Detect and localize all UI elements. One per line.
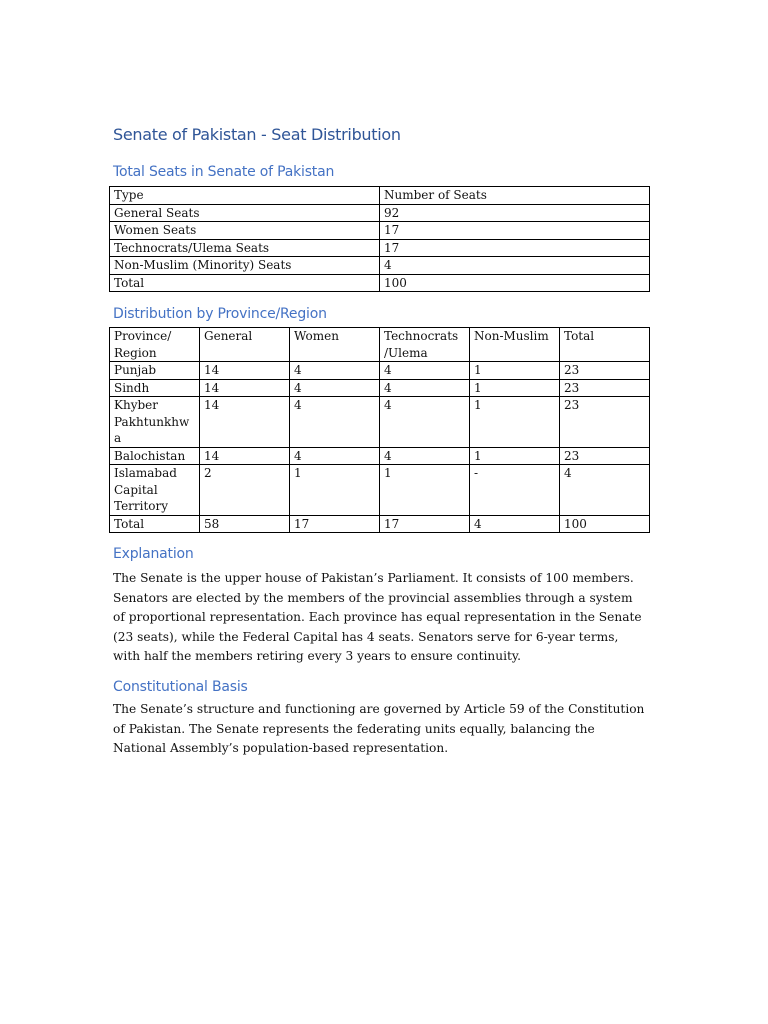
header-cell: Women xyxy=(290,328,380,362)
table-row xyxy=(110,222,650,240)
table-header-row xyxy=(110,187,650,205)
table-cell: General Seats xyxy=(110,204,380,222)
table-cell: 2 xyxy=(200,465,290,516)
header-cell: Number of Seats xyxy=(380,187,650,205)
constitutional-basis-paragraph: The Senate’s structure and functioning are governed by Article 59 of the Constitution of Pakistan. The Senate represents the federating units equally, balancing the National Assembly’s population-based representation. xyxy=(113,702,645,755)
table-cell: 23 xyxy=(560,379,650,397)
distribution-table xyxy=(109,327,650,533)
table-cell: 14 xyxy=(200,397,290,448)
table-cell: 1 xyxy=(470,447,560,465)
table-cell: 1 xyxy=(470,397,560,448)
table-row xyxy=(110,465,650,516)
explanation-heading: Explanation xyxy=(113,546,194,562)
table-row xyxy=(110,239,650,257)
table-cell: Khyber Pakhtunkhwa xyxy=(110,397,200,448)
table-cell: Balochistan xyxy=(110,447,200,465)
table-row xyxy=(110,515,650,533)
table-cell: 14 xyxy=(200,362,290,380)
table-row xyxy=(110,362,650,380)
table-cell: 23 xyxy=(560,447,650,465)
table-cell: 100 xyxy=(560,515,650,533)
table-cell: 100 xyxy=(380,274,650,292)
total-seats-heading: Total Seats in Senate of Pakistan xyxy=(113,164,335,180)
distribution-heading: Distribution by Province/Region xyxy=(113,306,327,322)
table-cell: 17 xyxy=(380,515,470,533)
table-cell: 23 xyxy=(560,362,650,380)
table-cell: 14 xyxy=(200,447,290,465)
table-cell: 14 xyxy=(200,379,290,397)
total-seats-table xyxy=(109,186,650,292)
table-cell: 4 xyxy=(290,447,380,465)
table-row xyxy=(110,257,650,275)
table-cell: 17 xyxy=(380,222,650,240)
table-cell: Technocrats/Ulema Seats xyxy=(110,239,380,257)
table-header-row xyxy=(110,328,650,362)
table-row xyxy=(110,397,650,448)
table-cell: Islamabad Capital Territory xyxy=(110,465,200,516)
table-cell: 17 xyxy=(380,239,650,257)
table-cell: 4 xyxy=(380,362,470,380)
header-cell: Non-Muslim xyxy=(470,328,560,362)
table-cell: 58 xyxy=(200,515,290,533)
table-cell: Total xyxy=(110,274,380,292)
table-cell: 4 xyxy=(380,447,470,465)
explanation-paragraph: The Senate is the upper house of Pakistan’s Parliament. It consists of 100 members. Senators are elected by the members of the provincial assemblies through a system of proportional representation. Each province has equal representation in the Senate (23 seats), while the Federal Capital has 4 seats. Senators serve for 6-year terms, with half the members retiring every 3 years to ensure continuity. xyxy=(113,571,642,663)
table-row xyxy=(110,379,650,397)
header-cell: Type xyxy=(110,187,380,205)
document-title: Senate of Pakistan - Seat Distribution xyxy=(113,125,401,144)
table-cell: 4 xyxy=(380,257,650,275)
table-cell: Total xyxy=(110,515,200,533)
table-cell: 92 xyxy=(380,204,650,222)
table-cell: 1 xyxy=(470,379,560,397)
table-cell: Non-Muslim (Minority) Seats xyxy=(110,257,380,275)
header-cell: General xyxy=(200,328,290,362)
table-cell: Punjab xyxy=(110,362,200,380)
table-cell: 4 xyxy=(290,397,380,448)
table-cell: 4 xyxy=(380,397,470,448)
constitutional-basis-heading: Constitutional Basis xyxy=(113,679,248,695)
table-row xyxy=(110,447,650,465)
table-cell: Women Seats xyxy=(110,222,380,240)
table-cell: 4 xyxy=(560,465,650,516)
header-cell: Total xyxy=(560,328,650,362)
table-cell: 17 xyxy=(290,515,380,533)
table-cell: 1 xyxy=(380,465,470,516)
header-cell: Province/ Region xyxy=(110,328,200,362)
table-cell: 4 xyxy=(470,515,560,533)
table-cell: 1 xyxy=(290,465,380,516)
header-cell: Technocrats /Ulema xyxy=(380,328,470,362)
table-row xyxy=(110,204,650,222)
table-cell: 23 xyxy=(560,397,650,448)
table-cell: Sindh xyxy=(110,379,200,397)
table-cell: - xyxy=(470,465,560,516)
table-row xyxy=(110,274,650,292)
table-cell: 4 xyxy=(290,362,380,380)
table-cell: 4 xyxy=(380,379,470,397)
table-cell: 4 xyxy=(290,379,380,397)
table-cell: 1 xyxy=(470,362,560,380)
